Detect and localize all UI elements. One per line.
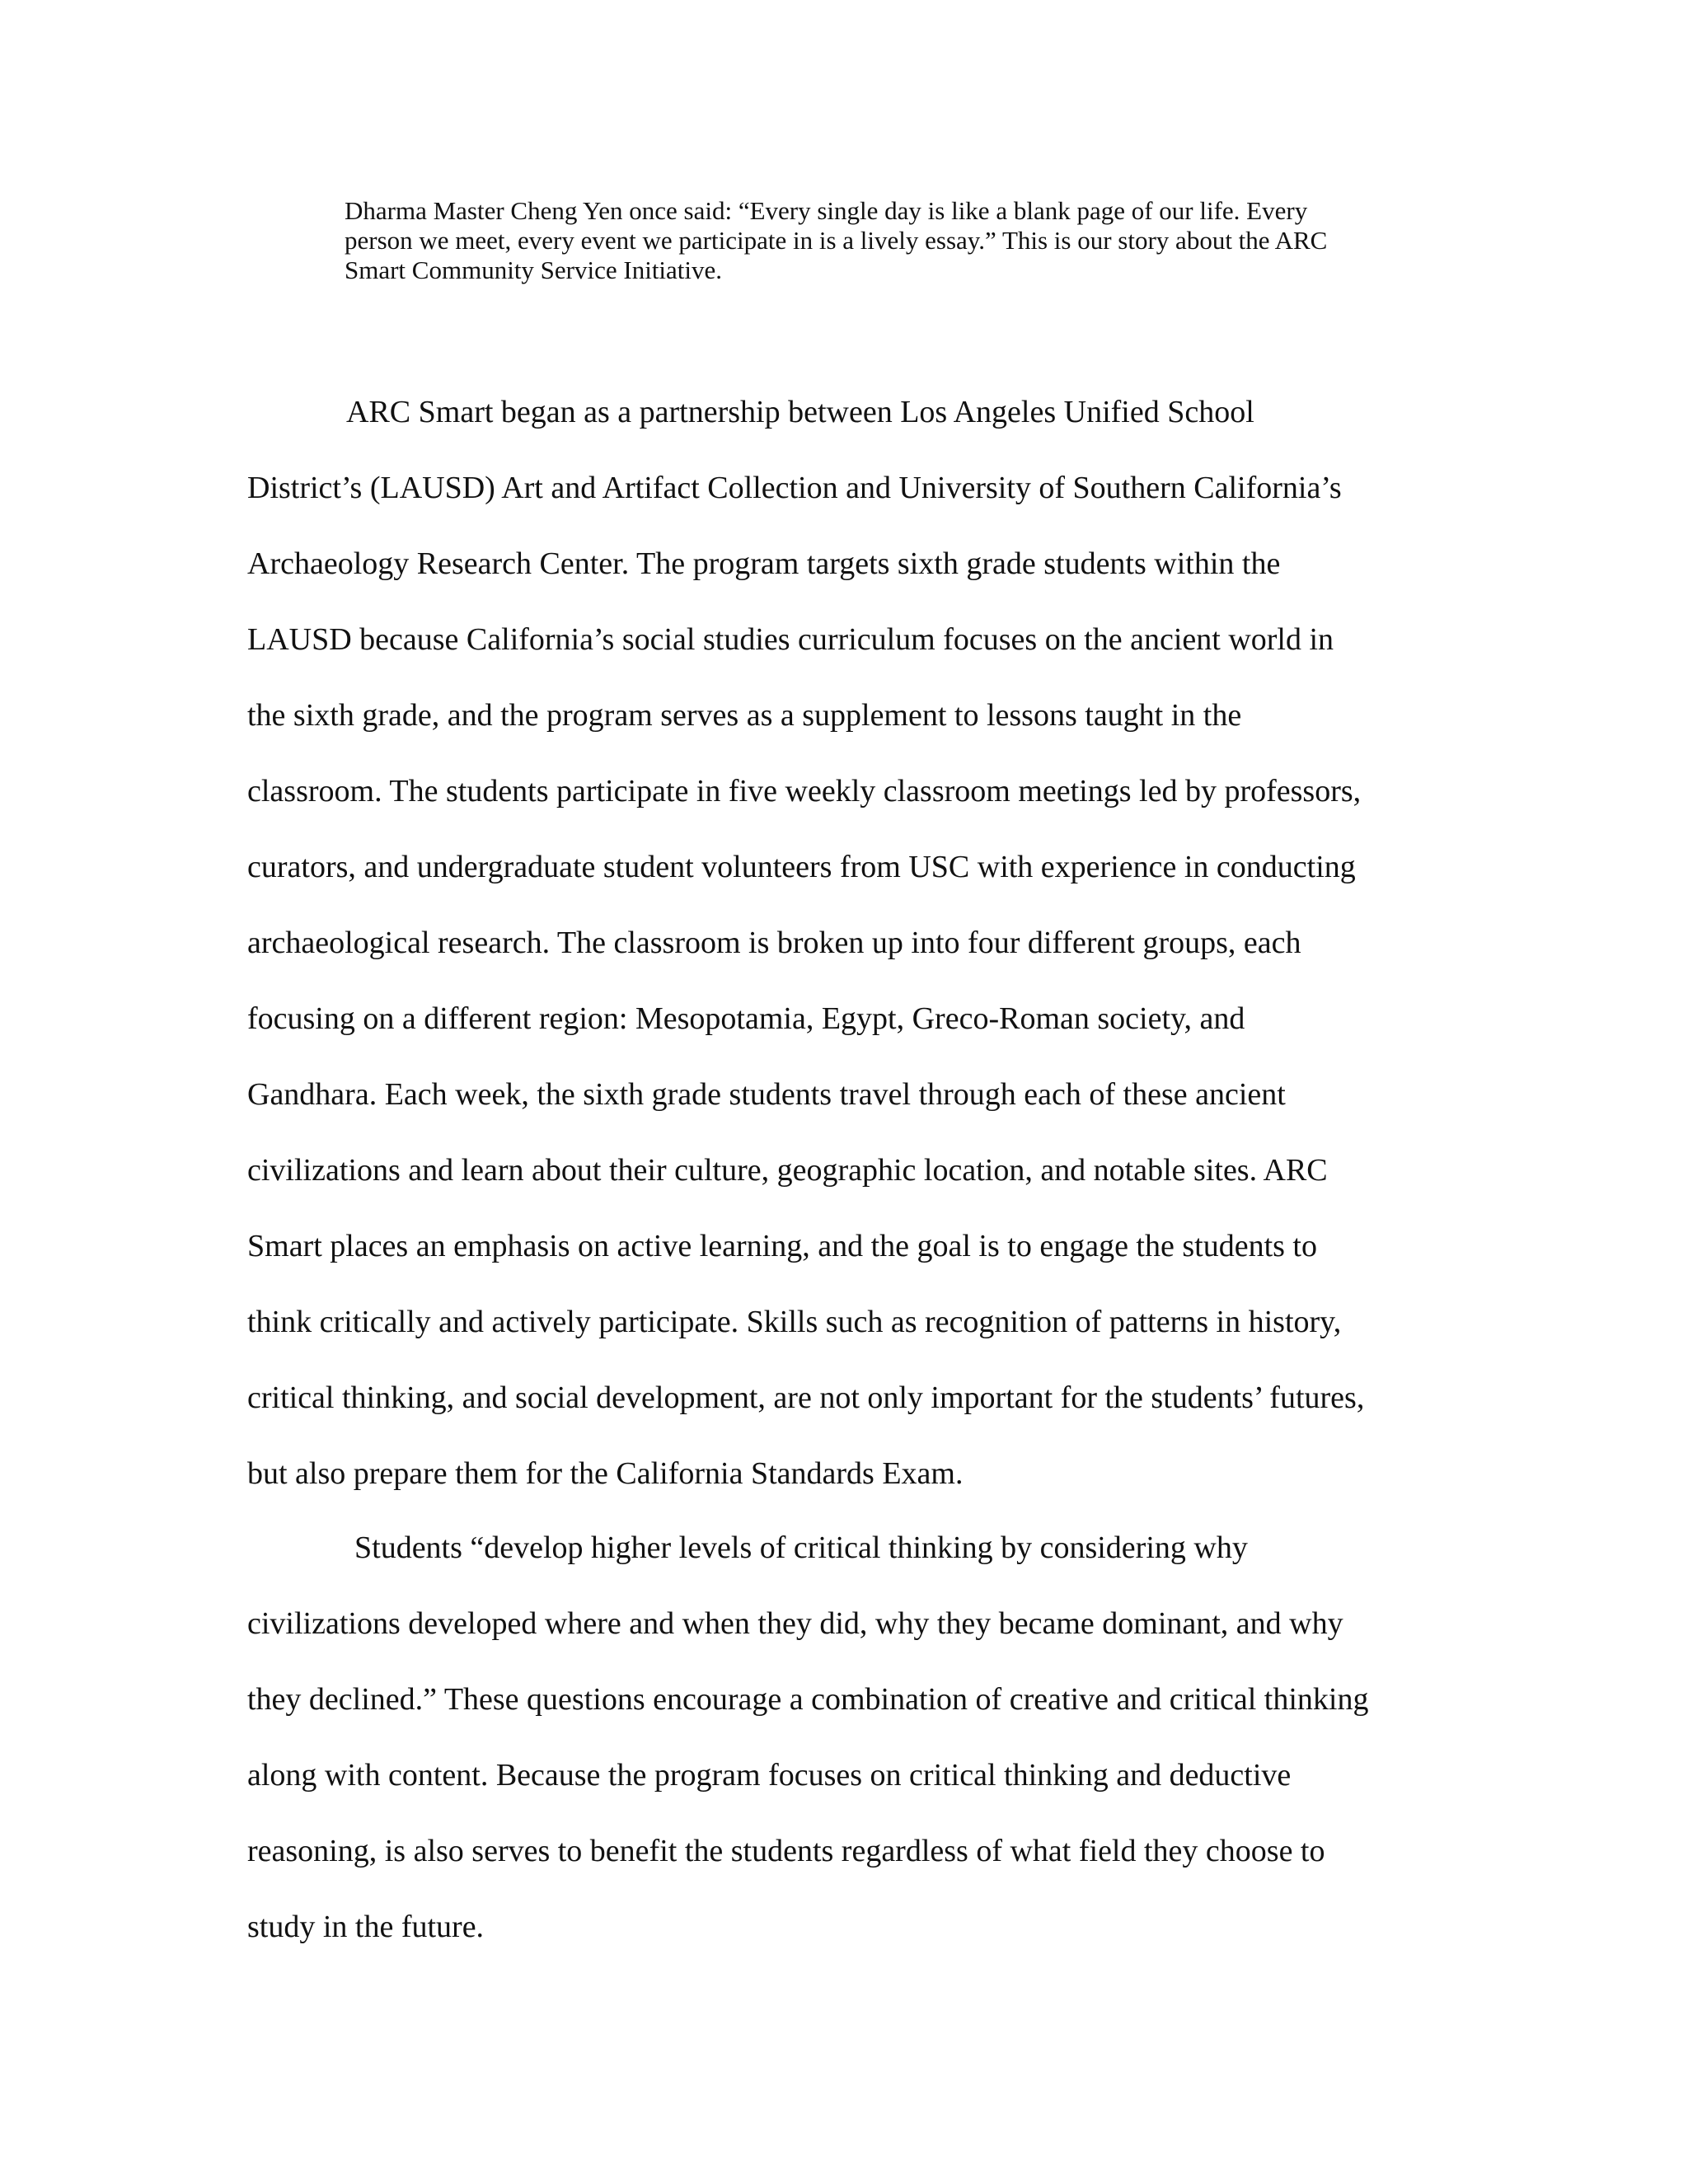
paragraph-line: ARC Smart began as a partnership between Los Angeles Unified School <box>346 395 1254 429</box>
paragraph-line: civilizations and learn about their culture, geographic location, and notable sites. ARC <box>247 1153 1328 1188</box>
paragraph-line: civilizations developed where and when they did, why they became dominant, and why <box>247 1606 1343 1641</box>
epigraph-line: person we meet, every event we participate in is a lively essay.” This is our story about the ARC <box>345 226 1328 255</box>
paragraph-line: critical thinking, and social development, are not only important for the students’ futures, <box>247 1380 1365 1415</box>
paragraph-line: they declined.” These questions encourage a combination of creative and critical thinking <box>247 1682 1369 1717</box>
paragraph-line: focusing on a different region: Mesopotamia, Egypt, Greco-Roman society, and <box>247 1001 1245 1036</box>
paragraph-critical-thinking <box>247 1510 1442 1965</box>
paragraph-line: Smart places an emphasis on active learning, and the goal is to engage the students to <box>247 1229 1317 1263</box>
paragraph-line: classroom. The students participate in five weekly classroom meetings led by professors, <box>247 774 1362 808</box>
paragraph-line: reasoning, is also serves to benefit the students regardless of what field they choose to <box>247 1834 1325 1868</box>
epigraph-line: Dharma Master Cheng Yen once said: “Every single day is like a blank page of our life. Every <box>345 196 1308 225</box>
paragraph-line: Archaeology Research Center. The program targets sixth grade students within the <box>247 546 1281 581</box>
paragraph-line: curators, and undergraduate student volunteers from USC with experience in conducting <box>247 850 1356 884</box>
paragraph-line: LAUSD because California’s social studies curriculum focuses on the ancient world in <box>247 622 1334 657</box>
epigraph-quote <box>345 196 1416 285</box>
epigraph-line: Smart Community Service Initiative. <box>345 255 723 284</box>
paragraph-line: Students “develop higher levels of critical thinking by considering why <box>354 1530 1248 1565</box>
paragraph-line: archaeological research. The classroom is broken up into four different groups, each <box>247 926 1301 960</box>
paragraph-line: think critically and actively participate. Skills such as recognition of patterns in history, <box>247 1305 1342 1339</box>
paragraph-line: along with content. Because the program focuses on critical thinking and deductive <box>247 1758 1292 1793</box>
paragraph-line: Gandhara. Each week, the sixth grade students travel through each of these ancient <box>247 1077 1286 1112</box>
paragraph-arc-smart-intro <box>247 374 1442 1511</box>
paragraph-line: the sixth grade, and the program serves as a supplement to lessons taught in the <box>247 698 1242 733</box>
paragraph-line: study in the future. <box>247 1910 485 1944</box>
paragraph-line: District’s (LAUSD) Art and Artifact Collection and University of Southern California’s <box>247 471 1342 505</box>
paragraph-line: but also prepare them for the California Standards Exam. <box>247 1456 964 1491</box>
